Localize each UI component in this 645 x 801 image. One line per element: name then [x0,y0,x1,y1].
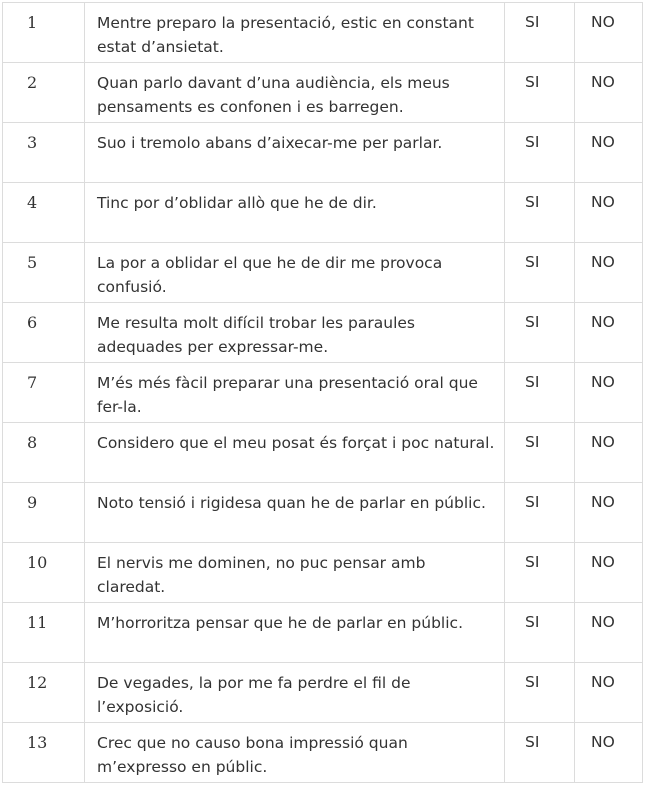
answer-no[interactable]: NO [575,423,643,483]
answer-no[interactable]: NO [575,483,643,543]
table-row [3,243,643,303]
item-number: 7 [3,363,85,423]
answer-no[interactable]: NO [575,723,643,783]
answer-si[interactable]: SI [505,603,575,663]
item-statement: La por a oblidar el que he de dir me provoca confusió. [85,243,505,303]
answer-si[interactable]: SI [505,663,575,723]
answer-no[interactable]: NO [575,3,643,63]
table-row [3,423,643,483]
item-statement: Quan parlo davant d’una audiència, els meus pensaments es confonen i es barregen. [85,63,505,123]
item-statement: Suo i tremolo abans d’aixecar-me per parlar. [85,123,505,183]
item-number: 10 [3,543,85,603]
answer-si[interactable]: SI [505,3,575,63]
answer-no[interactable]: NO [575,183,643,243]
item-number: 9 [3,483,85,543]
item-number: 1 [3,3,85,63]
table-row [3,3,643,63]
table-row [3,63,643,123]
answer-si[interactable]: SI [505,183,575,243]
item-statement: Considero que el meu posat és forçat i poc natural. [85,423,505,483]
answer-no[interactable]: NO [575,363,643,423]
table-row [3,723,643,783]
answer-si[interactable]: SI [505,303,575,363]
answer-no[interactable]: NO [575,243,643,303]
item-number: 11 [3,603,85,663]
item-statement: Noto tensió i rigidesa quan he de parlar en públic. [85,483,505,543]
item-statement: Tinc por d’oblidar allò que he de dir. [85,183,505,243]
answer-no[interactable]: NO [575,603,643,663]
answer-si[interactable]: SI [505,483,575,543]
questionnaire-table [2,2,643,783]
answer-si[interactable]: SI [505,243,575,303]
table-row [3,603,643,663]
item-statement: Mentre preparo la presentació, estic en constant estat d’ansietat. [85,3,505,63]
item-number: 13 [3,723,85,783]
questionnaire-rows [3,3,643,783]
item-statement: Crec que no causo bona impressió quan m’expresso en públic. [85,723,505,783]
table-row [3,663,643,723]
answer-si[interactable]: SI [505,363,575,423]
item-number: 3 [3,123,85,183]
item-statement: M’horroritza pensar que he de parlar en públic. [85,603,505,663]
answer-si[interactable]: SI [505,543,575,603]
item-number: 4 [3,183,85,243]
answer-si[interactable]: SI [505,123,575,183]
table-row [3,483,643,543]
answer-no[interactable]: NO [575,303,643,363]
item-statement: El nervis me dominen, no puc pensar amb claredat. [85,543,505,603]
table-row [3,303,643,363]
table-row [3,123,643,183]
questionnaire [2,2,642,783]
answer-no[interactable]: NO [575,63,643,123]
table-row [3,363,643,423]
item-number: 2 [3,63,85,123]
answer-no[interactable]: NO [575,663,643,723]
answer-no[interactable]: NO [575,123,643,183]
answer-si[interactable]: SI [505,723,575,783]
table-row [3,183,643,243]
item-statement: M’és més fàcil preparar una presentació oral que fer-la. [85,363,505,423]
item-statement: Me resulta molt difícil trobar les paraules adequades per expressar-me. [85,303,505,363]
answer-si[interactable]: SI [505,63,575,123]
item-number: 12 [3,663,85,723]
item-number: 6 [3,303,85,363]
table-row [3,543,643,603]
item-statement: De vegades, la por me fa perdre el fil de l’exposició. [85,663,505,723]
item-number: 8 [3,423,85,483]
item-number: 5 [3,243,85,303]
answer-si[interactable]: SI [505,423,575,483]
answer-no[interactable]: NO [575,543,643,603]
